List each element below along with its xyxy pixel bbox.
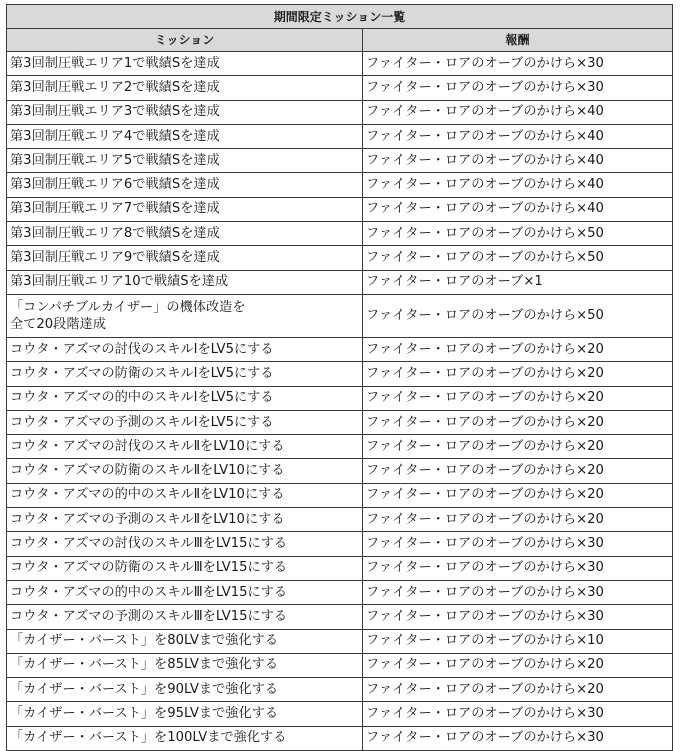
table-row bbox=[7, 76, 673, 100]
reward-cell: ファイター・ロアのオーブのかけら×30 bbox=[363, 580, 673, 604]
reward-cell: ファイター・ロアのオーブのかけら×40 bbox=[363, 124, 673, 148]
mission-cell: コウタ・アズマの的中のスキルⅢをLV15にする bbox=[7, 580, 363, 604]
mission-cell: 「コンパチブルカイザー」の機体改造を 全て20段階達成 bbox=[7, 294, 363, 337]
reward-cell: ファイター・ロアのオーブのかけら×20 bbox=[363, 508, 673, 532]
column-header-reward: 報酬 bbox=[363, 29, 673, 52]
mission-cell: コウタ・アズマの防衛のスキルⅠをLV5にする bbox=[7, 362, 363, 386]
reward-cell: ファイター・ロアのオーブのかけら×50 bbox=[363, 222, 673, 246]
limited-mission-table bbox=[6, 4, 673, 751]
table-row bbox=[7, 270, 673, 294]
table-body bbox=[7, 52, 673, 751]
reward-cell: ファイター・ロアのオーブのかけら×30 bbox=[363, 605, 673, 629]
reward-cell: ファイター・ロアのオーブ×1 bbox=[363, 270, 673, 294]
reward-cell: ファイター・ロアのオーブのかけら×50 bbox=[363, 294, 673, 337]
mission-cell: 第3回制圧戦エリア6で戦績Sを達成 bbox=[7, 173, 363, 197]
table-row bbox=[7, 197, 673, 221]
table-row bbox=[7, 52, 673, 76]
reward-cell: ファイター・ロアのオーブのかけら×20 bbox=[363, 678, 673, 702]
table-row bbox=[7, 508, 673, 532]
table-row bbox=[7, 556, 673, 580]
table-row bbox=[7, 386, 673, 410]
mission-cell: コウタ・アズマの討伐のスキルⅢをLV15にする bbox=[7, 532, 363, 556]
table-row bbox=[7, 435, 673, 459]
mission-cell: 「カイザー・バースト」を90LVまで強化する bbox=[7, 678, 363, 702]
reward-cell: ファイター・ロアのオーブのかけら×40 bbox=[363, 100, 673, 124]
reward-cell: ファイター・ロアのオーブのかけら×40 bbox=[363, 149, 673, 173]
table-row bbox=[7, 124, 673, 148]
table-title-row bbox=[7, 5, 673, 29]
table-row bbox=[7, 726, 673, 750]
reward-cell: ファイター・ロアのオーブのかけら×40 bbox=[363, 197, 673, 221]
table-row bbox=[7, 483, 673, 507]
table-row bbox=[7, 580, 673, 604]
mission-cell: 第3回制圧戦エリア2で戦績Sを達成 bbox=[7, 76, 363, 100]
reward-cell: ファイター・ロアのオーブのかけら×20 bbox=[363, 386, 673, 410]
table-row bbox=[7, 629, 673, 653]
table-row bbox=[7, 246, 673, 270]
reward-cell: ファイター・ロアのオーブのかけら×20 bbox=[363, 483, 673, 507]
table-row bbox=[7, 702, 673, 726]
mission-cell: コウタ・アズマの的中のスキルⅡをLV10にする bbox=[7, 483, 363, 507]
reward-cell: ファイター・ロアのオーブのかけら×20 bbox=[363, 653, 673, 677]
column-header-mission: ミッション bbox=[7, 29, 363, 52]
table-row bbox=[7, 294, 673, 337]
mission-cell: コウタ・アズマの討伐のスキルⅠをLV5にする bbox=[7, 337, 363, 361]
mission-cell: 「カイザー・バースト」を80LVまで強化する bbox=[7, 629, 363, 653]
reward-cell: ファイター・ロアのオーブのかけら×40 bbox=[363, 173, 673, 197]
table-title: 期間限定ミッション一覧 bbox=[7, 5, 673, 29]
mission-cell: 第3回制圧戦エリア1で戦績Sを達成 bbox=[7, 52, 363, 76]
table-row bbox=[7, 605, 673, 629]
reward-cell: ファイター・ロアのオーブのかけら×30 bbox=[363, 702, 673, 726]
table-row bbox=[7, 222, 673, 246]
table-row bbox=[7, 678, 673, 702]
table-row bbox=[7, 362, 673, 386]
table-row bbox=[7, 653, 673, 677]
mission-cell: コウタ・アズマの予測のスキルⅡをLV10にする bbox=[7, 508, 363, 532]
mission-cell: 「カイザー・バースト」を100LVまで強化する bbox=[7, 726, 363, 750]
reward-cell: ファイター・ロアのオーブのかけら×20 bbox=[363, 362, 673, 386]
mission-cell: 第3回制圧戦エリア9で戦績Sを達成 bbox=[7, 246, 363, 270]
mission-cell: 「カイザー・バースト」を85LVまで強化する bbox=[7, 653, 363, 677]
mission-cell: 第3回制圧戦エリア5で戦績Sを達成 bbox=[7, 149, 363, 173]
mission-cell: 第3回制圧戦エリア7で戦績Sを達成 bbox=[7, 197, 363, 221]
mission-cell: コウタ・アズマの予測のスキルⅠをLV5にする bbox=[7, 410, 363, 434]
reward-cell: ファイター・ロアのオーブのかけら×30 bbox=[363, 532, 673, 556]
mission-cell: 第3回制圧戦エリア8で戦績Sを達成 bbox=[7, 222, 363, 246]
mission-cell: コウタ・アズマの的中のスキルⅠをLV5にする bbox=[7, 386, 363, 410]
reward-cell: ファイター・ロアのオーブのかけら×30 bbox=[363, 556, 673, 580]
mission-cell: 第3回制圧戦エリア4で戦績Sを達成 bbox=[7, 124, 363, 148]
table-row bbox=[7, 173, 673, 197]
reward-cell: ファイター・ロアのオーブのかけら×10 bbox=[363, 629, 673, 653]
mission-cell: コウタ・アズマの予測のスキルⅢをLV15にする bbox=[7, 605, 363, 629]
table-row bbox=[7, 337, 673, 361]
mission-cell: 「カイザー・バースト」を95LVまで強化する bbox=[7, 702, 363, 726]
reward-cell: ファイター・ロアのオーブのかけら×50 bbox=[363, 246, 673, 270]
table-row bbox=[7, 410, 673, 434]
table-header-row bbox=[7, 29, 673, 52]
table-row bbox=[7, 532, 673, 556]
table-row bbox=[7, 149, 673, 173]
mission-cell: 第3回制圧戦エリア10で戦績Sを達成 bbox=[7, 270, 363, 294]
mission-cell: コウタ・アズマの討伐のスキルⅡをLV10にする bbox=[7, 435, 363, 459]
reward-cell: ファイター・ロアのオーブのかけら×30 bbox=[363, 52, 673, 76]
reward-cell: ファイター・ロアのオーブのかけら×20 bbox=[363, 435, 673, 459]
reward-cell: ファイター・ロアのオーブのかけら×20 bbox=[363, 459, 673, 483]
reward-cell: ファイター・ロアのオーブのかけら×20 bbox=[363, 337, 673, 361]
reward-cell: ファイター・ロアのオーブのかけら×30 bbox=[363, 726, 673, 750]
reward-cell: ファイター・ロアのオーブのかけら×30 bbox=[363, 76, 673, 100]
mission-cell: コウタ・アズマの防衛のスキルⅢをLV15にする bbox=[7, 556, 363, 580]
table-row bbox=[7, 100, 673, 124]
mission-cell: 第3回制圧戦エリア3で戦績Sを達成 bbox=[7, 100, 363, 124]
reward-cell: ファイター・ロアのオーブのかけら×20 bbox=[363, 410, 673, 434]
table-row bbox=[7, 459, 673, 483]
mission-table-container bbox=[6, 4, 672, 751]
mission-cell: コウタ・アズマの防衛のスキルⅡをLV10にする bbox=[7, 459, 363, 483]
